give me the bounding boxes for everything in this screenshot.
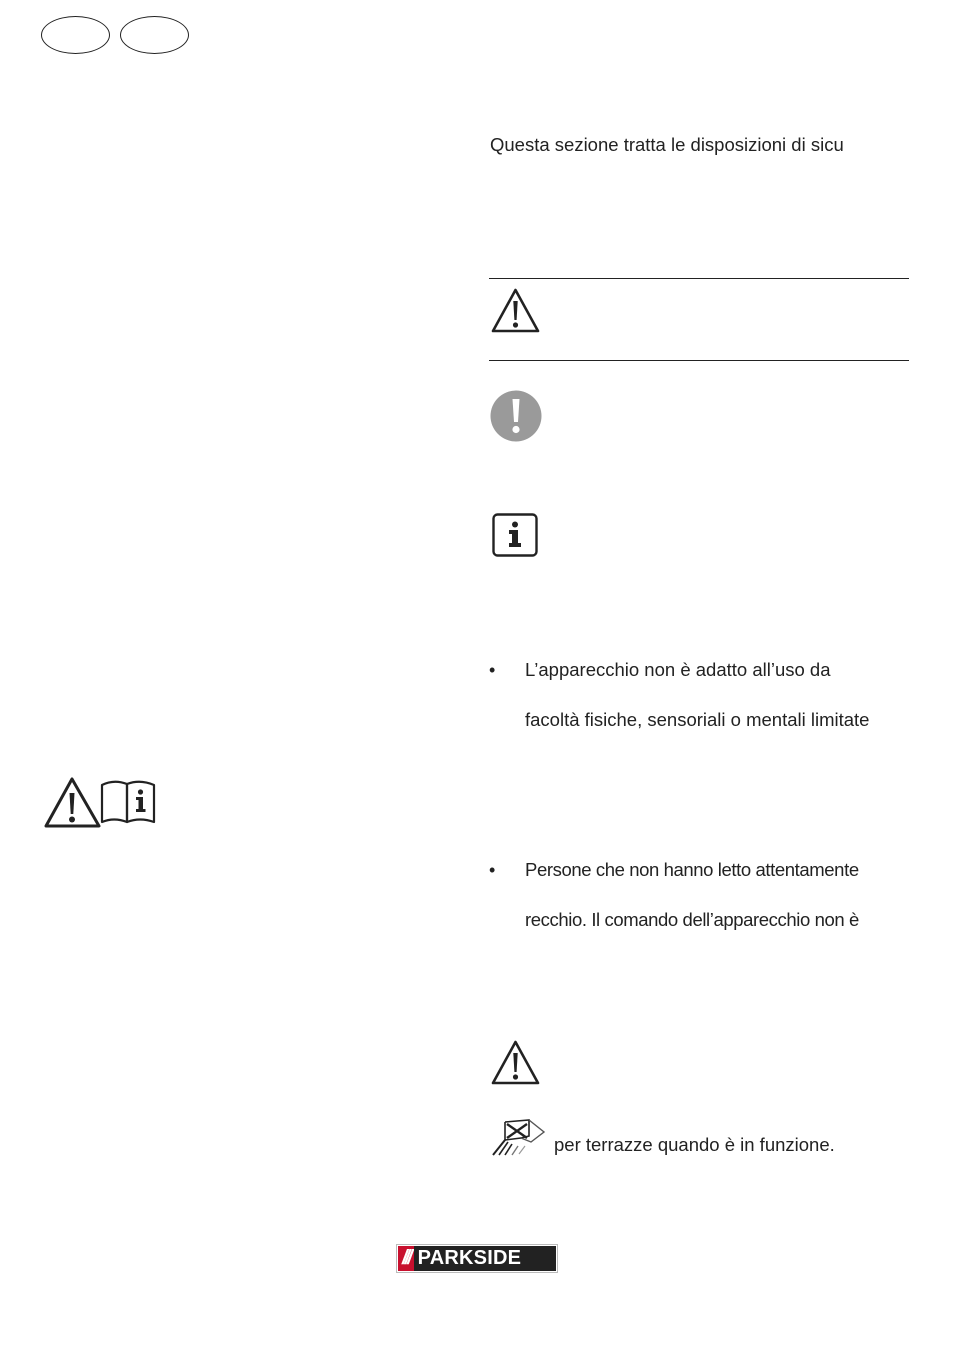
info-box-icon [492,513,538,557]
exclamation-circle-icon [490,390,542,442]
language-oval-1 [41,16,110,54]
logo-brand-name: PARKSIDE [414,1246,556,1271]
read-manual-icon [44,775,158,829]
logo-slashes: /// [402,1247,410,1269]
warning-triangle-icon [490,1039,541,1086]
warning-triangle-icon [490,287,541,334]
bullet-marker-1: • [489,660,496,680]
warning-top-rule [489,278,909,279]
intro-text: Questa sezione tratta le disposizioni di sicu [490,134,844,155]
bullet-2-line-1: Persone che non hanno letto attentamente [525,859,859,880]
terrace-warning-text: per terrazze quando è in funzione. [554,1134,835,1155]
logo-red-band [398,1246,556,1271]
parkside-logo [396,1244,558,1273]
warning-bottom-rule [489,360,909,361]
no-terrace-use-icon [491,1118,547,1158]
bullet-1-line-1: L’apparecchio non è adatto all’uso da [525,659,831,680]
language-oval-2 [120,16,189,54]
bullet-2-line-2: recchio. Il comando dell’apparecchio non è [525,909,859,930]
bullet-marker-2: • [489,860,496,880]
bullet-1-line-2: facoltà fisiche, sensoriali o mentali limitate [525,709,870,730]
